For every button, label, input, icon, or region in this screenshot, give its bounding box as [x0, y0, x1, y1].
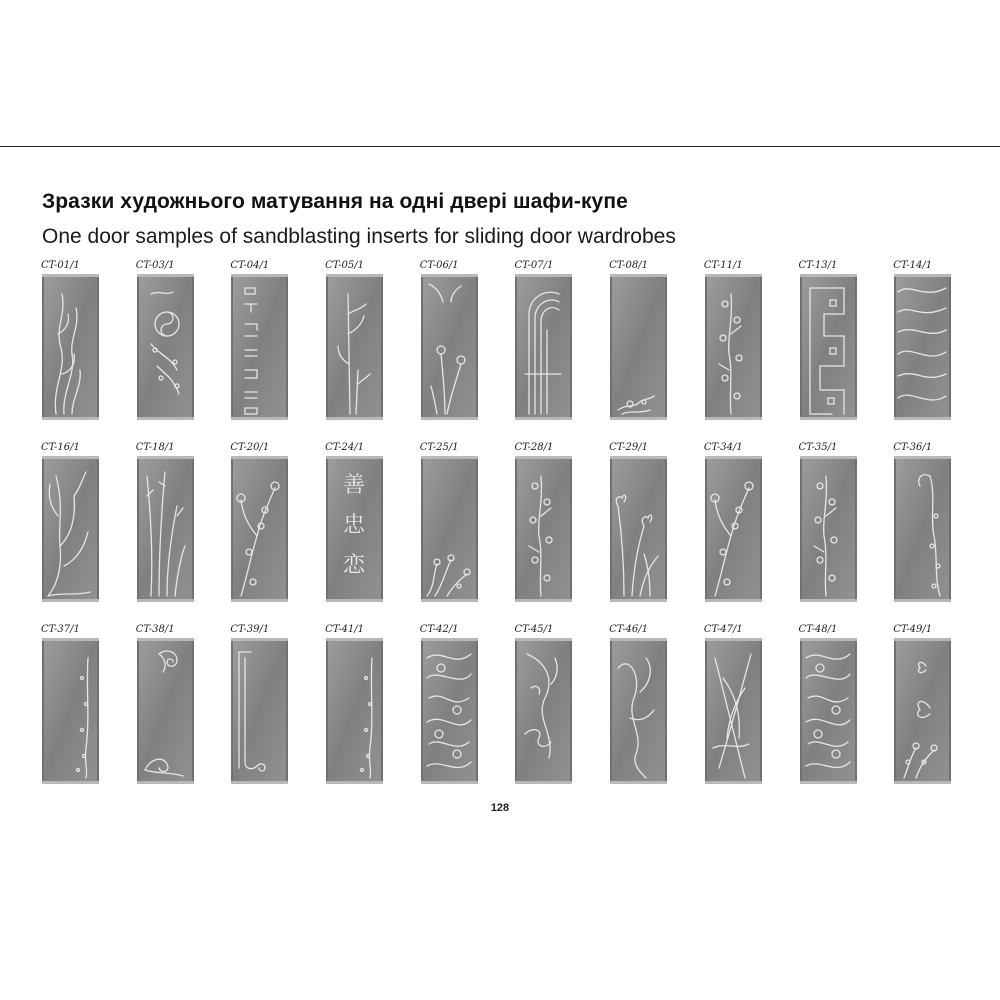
sample-code: CT-06/1	[419, 260, 459, 271]
door-sample[interactable]	[230, 259, 325, 439]
sample-code: CT-46/1	[609, 624, 648, 635]
door-sample[interactable]	[325, 259, 420, 439]
door-panel-image	[326, 456, 383, 602]
door-sample[interactable]	[609, 623, 704, 803]
door-sample[interactable]	[136, 259, 231, 439]
door-sample[interactable]	[420, 259, 515, 439]
door-panel-image	[421, 274, 478, 420]
sample-code: CT-42/1	[419, 624, 459, 635]
sample-code: CT-36/1	[893, 442, 933, 453]
sample-code: CT-29/1	[609, 442, 648, 453]
door-panel-image	[137, 274, 194, 420]
door-sample[interactable]	[609, 441, 704, 621]
sample-code: CT-03/1	[135, 260, 175, 271]
door-sample[interactable]	[325, 623, 420, 803]
sample-code: CT-08/1	[609, 260, 648, 271]
sample-code: CT-47/1	[703, 624, 743, 635]
door-panel-image	[42, 274, 99, 420]
sample-code: CT-39/1	[230, 624, 270, 635]
hieroglyph: 恋	[343, 553, 366, 578]
door-panel-image	[894, 274, 951, 420]
door-sample[interactable]	[41, 259, 136, 439]
page-number: 128	[490, 802, 510, 814]
sample-code: CT-24/1	[325, 442, 364, 453]
sample-code: CT-34/1	[703, 442, 743, 453]
door-panel-image	[515, 638, 572, 784]
door-panel-image	[800, 456, 857, 602]
door-panel-image	[231, 638, 288, 784]
top-divider	[0, 146, 1000, 147]
sample-code: CT-35/1	[798, 442, 838, 453]
door-sample[interactable]	[230, 441, 325, 621]
door-sample[interactable]	[420, 623, 515, 803]
hieroglyph: 善	[343, 473, 366, 498]
door-panel-image	[894, 456, 951, 602]
door-sample[interactable]	[514, 441, 609, 621]
door-panel-image	[42, 638, 99, 784]
sample-code: CT-48/1	[798, 624, 838, 635]
sample-code: CT-05/1	[325, 260, 364, 271]
catalog-title-ukrainian: Зразки художнього матування на одні двері шафи-купе	[42, 190, 628, 213]
door-sample[interactable]	[704, 259, 799, 439]
door-sample[interactable]	[514, 623, 609, 803]
door-panel-image	[231, 456, 288, 602]
door-panel-image	[705, 456, 762, 602]
door-panel-image	[894, 638, 951, 784]
sample-code: CT-01/1	[41, 260, 80, 271]
door-panel-image	[231, 274, 288, 420]
door-sample[interactable]	[609, 259, 704, 439]
door-sample[interactable]	[893, 441, 988, 621]
door-sample[interactable]	[893, 623, 988, 803]
door-sample[interactable]	[230, 623, 325, 803]
sample-code: CT-16/1	[41, 442, 80, 453]
catalog-title-english: One door samples of sandblasting inserts for sliding door wardrobes	[42, 225, 676, 248]
door-panel-image	[421, 638, 478, 784]
door-panel-image	[421, 456, 478, 602]
door-panel-image	[515, 456, 572, 602]
door-panel-image	[326, 274, 383, 420]
door-panel-image	[705, 274, 762, 420]
door-panel-image	[42, 456, 99, 602]
door-sample[interactable]	[325, 441, 420, 621]
door-sample[interactable]	[799, 259, 894, 439]
door-sample[interactable]	[704, 623, 799, 803]
sample-code: CT-20/1	[230, 442, 270, 453]
door-panel-image	[705, 638, 762, 784]
door-panel-image	[610, 456, 667, 602]
door-sample[interactable]	[893, 259, 988, 439]
door-panel-image	[515, 274, 572, 420]
sample-code: CT-18/1	[135, 442, 175, 453]
sample-code: CT-14/1	[893, 260, 933, 271]
sample-code: CT-28/1	[514, 442, 554, 453]
door-sample[interactable]	[41, 441, 136, 621]
door-row	[41, 259, 961, 439]
door-sample[interactable]	[420, 441, 515, 621]
door-sample[interactable]	[704, 441, 799, 621]
sample-code: CT-25/1	[419, 442, 459, 453]
sample-code: CT-49/1	[893, 624, 933, 635]
door-sample[interactable]	[41, 623, 136, 803]
door-panel-image	[800, 274, 857, 420]
door-panel-image	[326, 638, 383, 784]
door-sample[interactable]	[136, 441, 231, 621]
door-panel-image	[137, 638, 194, 784]
sample-code: CT-37/1	[41, 624, 80, 635]
door-panel-image	[137, 456, 194, 602]
hieroglyph: 忠	[343, 513, 366, 538]
door-panel-image	[800, 638, 857, 784]
door-sample[interactable]	[799, 441, 894, 621]
door-panel-image	[610, 638, 667, 784]
door-sample[interactable]	[514, 259, 609, 439]
door-row	[41, 441, 961, 621]
door-sample[interactable]	[799, 623, 894, 803]
sample-code: CT-38/1	[135, 624, 175, 635]
sample-code: CT-04/1	[230, 260, 270, 271]
sample-code: CT-11/1	[703, 260, 743, 271]
door-row	[41, 623, 961, 803]
door-panel-image	[610, 274, 667, 420]
door-samples-grid	[41, 259, 961, 805]
sample-code: CT-07/1	[514, 260, 554, 271]
door-sample[interactable]	[136, 623, 231, 803]
sample-code: CT-45/1	[514, 624, 554, 635]
sample-code: CT-13/1	[798, 260, 838, 271]
sample-code: CT-41/1	[325, 624, 364, 635]
